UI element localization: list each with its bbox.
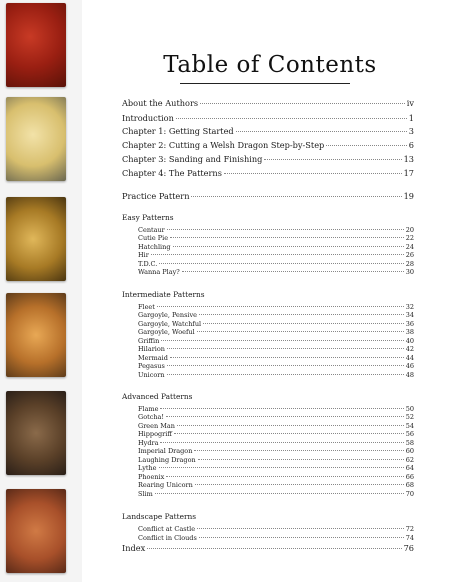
page-number: 64 [405,464,414,473]
page-number: iv [406,98,414,108]
toc-entry[interactable] [138,234,414,242]
unicorn-puzzle-photo [6,97,66,181]
dot-leader [326,145,406,146]
section-heading-easy: Easy Patterns [122,213,174,222]
toc-entry-index[interactable] [122,543,414,553]
page-number: 76 [403,543,414,553]
title-underline [180,83,350,84]
page-number: 32 [405,303,414,311]
page-number: 36 [405,319,414,328]
dot-leader [159,263,403,264]
page-number: 20 [405,226,414,234]
page-number: 56 [405,430,414,439]
dot-leader [173,246,404,247]
page-number: 74 [405,534,414,542]
copper-dragon-puzzle-photo [6,489,66,573]
entry-title: Conflict at Castle [138,525,196,533]
entry-title: Pegasus [138,362,165,371]
page-number: 19 [403,191,414,201]
entry-title: Conflict in Clouds [138,534,197,542]
page-number: 52 [405,413,414,422]
page-number: 50 [405,405,414,413]
dot-leader [197,331,404,332]
dot-leader [194,450,403,451]
entry-title: Unicorn [138,370,165,379]
dot-leader [151,254,404,255]
entry-title: Gargoyle, Woeful [138,328,195,337]
entry-title: Wanna Play? [138,268,180,276]
page-number: 54 [405,421,414,430]
entry-title: Index [122,543,146,553]
dot-leader [195,484,404,485]
dot-leader [177,425,404,426]
entry-title: Gotcha! [138,413,165,422]
entry-title: Rearing Unicorn [138,481,193,490]
dot-leader [167,229,404,230]
dot-leader [166,476,403,477]
toc-entry-practice[interactable] [122,191,414,201]
dot-leader [264,159,401,160]
dot-leader [191,196,401,197]
toc-entry[interactable] [138,303,414,311]
golden-dragon-puzzle-photo [6,197,66,281]
toc-entry[interactable] [138,447,414,455]
toc-entry[interactable] [138,490,414,498]
entry-title: Hir [138,251,149,260]
page-number: 58 [405,438,414,447]
entry-title: Green Man [138,421,175,430]
dot-leader [199,537,404,538]
dot-leader [197,528,404,529]
entry-title: Chapter 1: Getting Started [122,126,234,136]
toc-entry[interactable] [138,328,414,336]
toc-entry[interactable] [138,362,414,370]
toc-entry[interactable] [138,464,414,472]
dot-leader [147,548,401,549]
page-number: 40 [405,336,414,345]
toc-entry[interactable] [138,251,414,259]
dot-leader [236,131,407,132]
page-number: 13 [403,154,414,164]
entry-title: Introduction [122,113,174,123]
dot-leader [176,118,407,119]
dot-leader [159,467,404,468]
dot-leader [157,306,404,307]
entry-title: Chapter 3: Sanding and Finishing [122,154,263,164]
page-number: 66 [405,472,414,481]
toc-entry[interactable] [138,320,414,328]
page-number: 28 [405,259,414,268]
entry-title: T.D.C. [138,259,158,268]
entry-title: Griffin [138,336,160,345]
dot-leader [200,103,405,104]
entry-title: Lythe [138,464,157,473]
toc-entry[interactable] [138,439,414,447]
toc-entry[interactable] [138,268,414,276]
page-number: 34 [405,311,414,320]
toc-entry[interactable] [138,243,414,251]
page-number: 1 [408,113,414,123]
entry-title: Fleet [138,303,155,311]
dot-leader [203,323,404,324]
toc-entry[interactable] [138,525,414,533]
entry-title: Chapter 2: Cutting a Welsh Dragon Step-by-Step [122,140,325,150]
toc-entry[interactable] [138,260,414,268]
entry-title: Cutie Pie [138,234,169,243]
entry-title: Chapter 4: The Patterns [122,168,222,178]
dot-leader [224,173,402,174]
toc-entry[interactable] [138,456,414,464]
toc-entry[interactable] [138,405,414,413]
page-number: 48 [405,370,414,379]
section-heading-landscape: Landscape Patterns [122,512,197,521]
page-number: 17 [403,168,414,178]
entry-title: Hilarion [138,345,165,354]
toc-entry[interactable] [138,481,414,489]
dot-leader [198,459,404,460]
page-number: 22 [405,234,414,243]
page-number: 44 [405,353,414,362]
toc-entry[interactable] [138,422,414,430]
page-number: 60 [405,447,414,456]
dot-leader [170,357,404,358]
section-heading-intermediate: Intermediate Patterns [122,290,205,299]
dot-leader [160,442,403,443]
toc-entry[interactable] [138,226,414,234]
red-dragon-puzzle-photo [6,3,66,87]
page-number: 46 [405,362,414,371]
page-number: 24 [405,242,414,251]
section-heading-advanced: Advanced Patterns [122,392,193,401]
dot-leader [161,340,403,341]
toc-entry-main[interactable] [122,113,414,123]
page-number: 30 [405,268,414,276]
page-number: 72 [405,525,414,533]
dot-leader [160,408,403,409]
page-number: 3 [408,126,414,136]
toc-entry[interactable] [138,337,414,345]
entry-title: Flame [138,405,159,413]
page-number: 68 [405,481,414,490]
page-number: 38 [405,328,414,337]
dot-leader [174,433,404,434]
entry-title: Hydra [138,438,159,447]
toc-entry[interactable] [138,413,414,421]
dot-leader [166,416,404,417]
page-number: 26 [405,251,414,260]
page-number: 42 [405,345,414,354]
toc-entry[interactable] [138,345,414,353]
dot-leader [167,348,404,349]
toc-entry[interactable] [138,534,414,542]
entry-title: Slim [138,489,153,498]
entry-title: Mermaid [138,353,168,362]
toc-entry-main[interactable] [122,168,414,178]
toc-entry[interactable] [138,354,414,362]
page-number: 6 [408,140,414,150]
entry-title: Practice Pattern [122,191,190,201]
entry-title: Hatchling [138,242,171,251]
toc-entry[interactable] [138,473,414,481]
entry-title: Gargoyle, Pensive [138,311,198,320]
toc-entry-main[interactable] [122,126,414,136]
thumbnail-column [0,0,82,582]
dot-leader [155,493,404,494]
entry-title: About the Authors [122,98,199,108]
entry-title: Centaur [138,226,165,234]
toc-entry-main[interactable] [122,140,414,150]
dot-leader [170,237,404,238]
toc-entry[interactable] [138,430,414,438]
entry-title: Gargoyle, Watchful [138,319,202,328]
dot-leader [167,374,404,375]
entry-title: Laughing Dragon [138,455,196,464]
dot-leader [167,365,404,366]
page-number: 70 [405,489,414,498]
orange-dragon-puzzle-photo [6,293,66,377]
entry-title: Imperial Dragon [138,447,193,456]
dark-dragon-puzzle-photo [6,391,66,475]
toc-entry[interactable] [138,311,414,319]
dot-leader [182,271,404,272]
page-number: 62 [405,455,414,464]
toc-entry-main[interactable] [122,154,414,164]
page-title: Table of Contents [163,52,377,78]
dot-leader [199,314,404,315]
toc-entry[interactable] [138,371,414,379]
entry-title: Phoenix [138,472,165,481]
toc-entry-main[interactable] [122,98,414,108]
entry-title: Hippogriff [138,430,172,439]
